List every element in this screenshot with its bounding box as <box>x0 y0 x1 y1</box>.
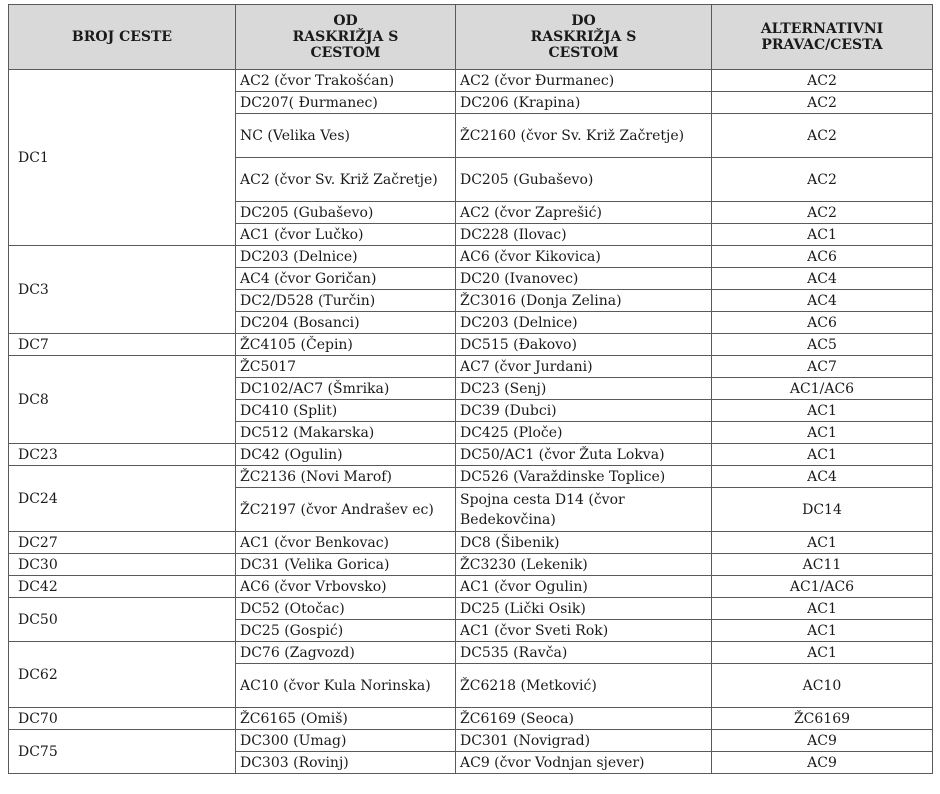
alternative-route-cell: AC9 <box>712 752 933 774</box>
from-junction-cell: AC10 (čvor Kula Norinska) <box>236 664 456 708</box>
from-junction-cell: AC2 (čvor Sv. Križ Začretje) <box>236 158 456 202</box>
alternative-route-cell: AC9 <box>712 730 933 752</box>
to-junction-cell: DC39 (Dubci) <box>456 400 712 422</box>
from-junction-cell: DC303 (Rovinj) <box>236 752 456 774</box>
to-junction-cell: DC203 (Delnice) <box>456 312 712 334</box>
alternative-route-cell: AC1 <box>712 620 933 642</box>
alternative-route-cell: AC1/AC6 <box>712 576 933 598</box>
table-row <box>9 642 933 664</box>
to-junction-cell: ŽC3016 (Donja Zelina) <box>456 290 712 312</box>
table-row <box>9 576 933 598</box>
to-junction-cell: AC1 (čvor Sveti Rok) <box>456 620 712 642</box>
alternative-route-cell: AC1 <box>712 444 933 466</box>
alternative-route-cell: AC6 <box>712 246 933 268</box>
header-to: DO RASKRIŽJA S CESTOM <box>456 5 712 70</box>
table-row <box>9 356 933 378</box>
alternative-route-cell: AC4 <box>712 290 933 312</box>
from-junction-cell: DC31 (Velika Gorica) <box>236 554 456 576</box>
to-junction-cell: DC535 (Ravča) <box>456 642 712 664</box>
alternative-route-cell: AC11 <box>712 554 933 576</box>
to-junction-cell: AC2 (čvor Đurmanec) <box>456 70 712 92</box>
road-number-cell: DC1 <box>9 70 236 246</box>
to-junction-cell: ŽC2160 (čvor Sv. Križ Začretje) <box>456 114 712 158</box>
table-body <box>9 70 933 774</box>
table-row <box>9 532 933 554</box>
to-junction-cell: DC515 (Đakovo) <box>456 334 712 356</box>
to-junction-cell: AC6 (čvor Kikovica) <box>456 246 712 268</box>
alternative-route-cell: AC1 <box>712 422 933 444</box>
header-from: OD RASKRIŽJA S CESTOM <box>236 5 456 70</box>
to-junction-cell: DC206 (Krapina) <box>456 92 712 114</box>
alternative-route-cell: AC10 <box>712 664 933 708</box>
header-alternative: ALTERNATIVNI PRAVAC/CESTA <box>712 5 933 70</box>
alternative-route-cell: AC1 <box>712 532 933 554</box>
from-junction-cell: DC300 (Umag) <box>236 730 456 752</box>
to-junction-cell: AC9 (čvor Vodnjan sjever) <box>456 752 712 774</box>
from-junction-cell: DC42 (Ogulin) <box>236 444 456 466</box>
table-row <box>9 334 933 356</box>
from-junction-cell: AC1 (čvor Lučko) <box>236 224 456 246</box>
from-junction-cell: ŽC2197 (čvor Andrašev ec) <box>236 488 456 532</box>
header-row <box>9 5 933 70</box>
to-junction-cell: ŽC6169 (Seoca) <box>456 708 712 730</box>
alternative-route-cell: AC2 <box>712 202 933 224</box>
to-junction-cell: DC23 (Senj) <box>456 378 712 400</box>
to-junction-cell: DC205 (Gubaševo) <box>456 158 712 202</box>
from-junction-cell: ŽC4105 (Čepin) <box>236 334 456 356</box>
from-junction-cell: DC205 (Gubaševo) <box>236 202 456 224</box>
to-junction-cell: DC8 (Šibenik) <box>456 532 712 554</box>
to-junction-cell: DC20 (Ivanovec) <box>456 268 712 290</box>
table-row <box>9 70 933 92</box>
table-row <box>9 554 933 576</box>
alternative-route-cell: ŽC6169 <box>712 708 933 730</box>
to-junction-cell: DC301 (Novigrad) <box>456 730 712 752</box>
table-row <box>9 444 933 466</box>
table-row <box>9 466 933 488</box>
from-junction-cell: NC (Velika Ves) <box>236 114 456 158</box>
road-number-cell: DC27 <box>9 532 236 554</box>
to-junction-cell: DC50/AC1 (čvor Žuta Lokva) <box>456 444 712 466</box>
to-junction-cell: Spojna cesta D14 (čvor Bedekovčina) <box>456 488 712 532</box>
alternative-route-cell: AC2 <box>712 114 933 158</box>
alternative-route-cell: AC6 <box>712 312 933 334</box>
road-number-cell: DC24 <box>9 466 236 532</box>
alternative-route-cell: AC4 <box>712 466 933 488</box>
road-number-cell: DC50 <box>9 598 236 642</box>
to-junction-cell: AC2 (čvor Zaprešić) <box>456 202 712 224</box>
road-number-cell: DC42 <box>9 576 236 598</box>
alternative-route-cell: AC1 <box>712 598 933 620</box>
from-junction-cell: DC512 (Makarska) <box>236 422 456 444</box>
from-junction-cell: DC102/AC7 (Šmrika) <box>236 378 456 400</box>
from-junction-cell: AC4 (čvor Goričan) <box>236 268 456 290</box>
from-junction-cell: DC2/D528 (Turčin) <box>236 290 456 312</box>
to-junction-cell: DC425 (Ploče) <box>456 422 712 444</box>
table-row <box>9 598 933 620</box>
from-junction-cell: AC2 (čvor Trakošćan) <box>236 70 456 92</box>
road-number-cell: DC70 <box>9 708 236 730</box>
from-junction-cell: AC6 (čvor Vrbovsko) <box>236 576 456 598</box>
road-alternatives-table <box>8 4 933 774</box>
road-number-cell: DC23 <box>9 444 236 466</box>
table-row <box>9 246 933 268</box>
from-junction-cell: ŽC5017 <box>236 356 456 378</box>
to-junction-cell: DC228 (Ilovac) <box>456 224 712 246</box>
road-number-cell: DC62 <box>9 642 236 708</box>
alternative-route-cell: AC1 <box>712 224 933 246</box>
alternative-route-cell: AC1 <box>712 642 933 664</box>
from-junction-cell: DC204 (Bosanci) <box>236 312 456 334</box>
from-junction-cell: DC203 (Delnice) <box>236 246 456 268</box>
alternative-route-cell: DC14 <box>712 488 933 532</box>
header-road: BROJ CESTE <box>9 5 236 70</box>
road-number-cell: DC30 <box>9 554 236 576</box>
alternative-route-cell: AC2 <box>712 92 933 114</box>
alternative-route-cell: AC1/AC6 <box>712 378 933 400</box>
from-junction-cell: DC25 (Gospić) <box>236 620 456 642</box>
from-junction-cell: ŽC2136 (Novi Marof) <box>236 466 456 488</box>
alternative-route-cell: AC2 <box>712 158 933 202</box>
alternative-route-cell: AC7 <box>712 356 933 378</box>
to-junction-cell: ŽC6218 (Metković) <box>456 664 712 708</box>
to-junction-cell: AC1 (čvor Ogulin) <box>456 576 712 598</box>
alternative-route-cell: AC1 <box>712 400 933 422</box>
alternative-route-cell: AC5 <box>712 334 933 356</box>
alternative-route-cell: AC2 <box>712 70 933 92</box>
table-row <box>9 708 933 730</box>
alternative-route-cell: AC4 <box>712 268 933 290</box>
from-junction-cell: AC1 (čvor Benkovac) <box>236 532 456 554</box>
road-number-cell: DC8 <box>9 356 236 444</box>
from-junction-cell: DC52 (Otočac) <box>236 598 456 620</box>
road-number-cell: DC7 <box>9 334 236 356</box>
from-junction-cell: DC76 (Zagvozd) <box>236 642 456 664</box>
table-row <box>9 730 933 752</box>
from-junction-cell: DC207( Đurmanec) <box>236 92 456 114</box>
from-junction-cell: DC410 (Split) <box>236 400 456 422</box>
to-junction-cell: DC526 (Varaždinske Toplice) <box>456 466 712 488</box>
road-number-cell: DC3 <box>9 246 236 334</box>
to-junction-cell: ŽC3230 (Lekenik) <box>456 554 712 576</box>
road-number-cell: DC75 <box>9 730 236 774</box>
from-junction-cell: ŽC6165 (Omiš) <box>236 708 456 730</box>
to-junction-cell: DC25 (Lički Osik) <box>456 598 712 620</box>
to-junction-cell: AC7 (čvor Jurdani) <box>456 356 712 378</box>
